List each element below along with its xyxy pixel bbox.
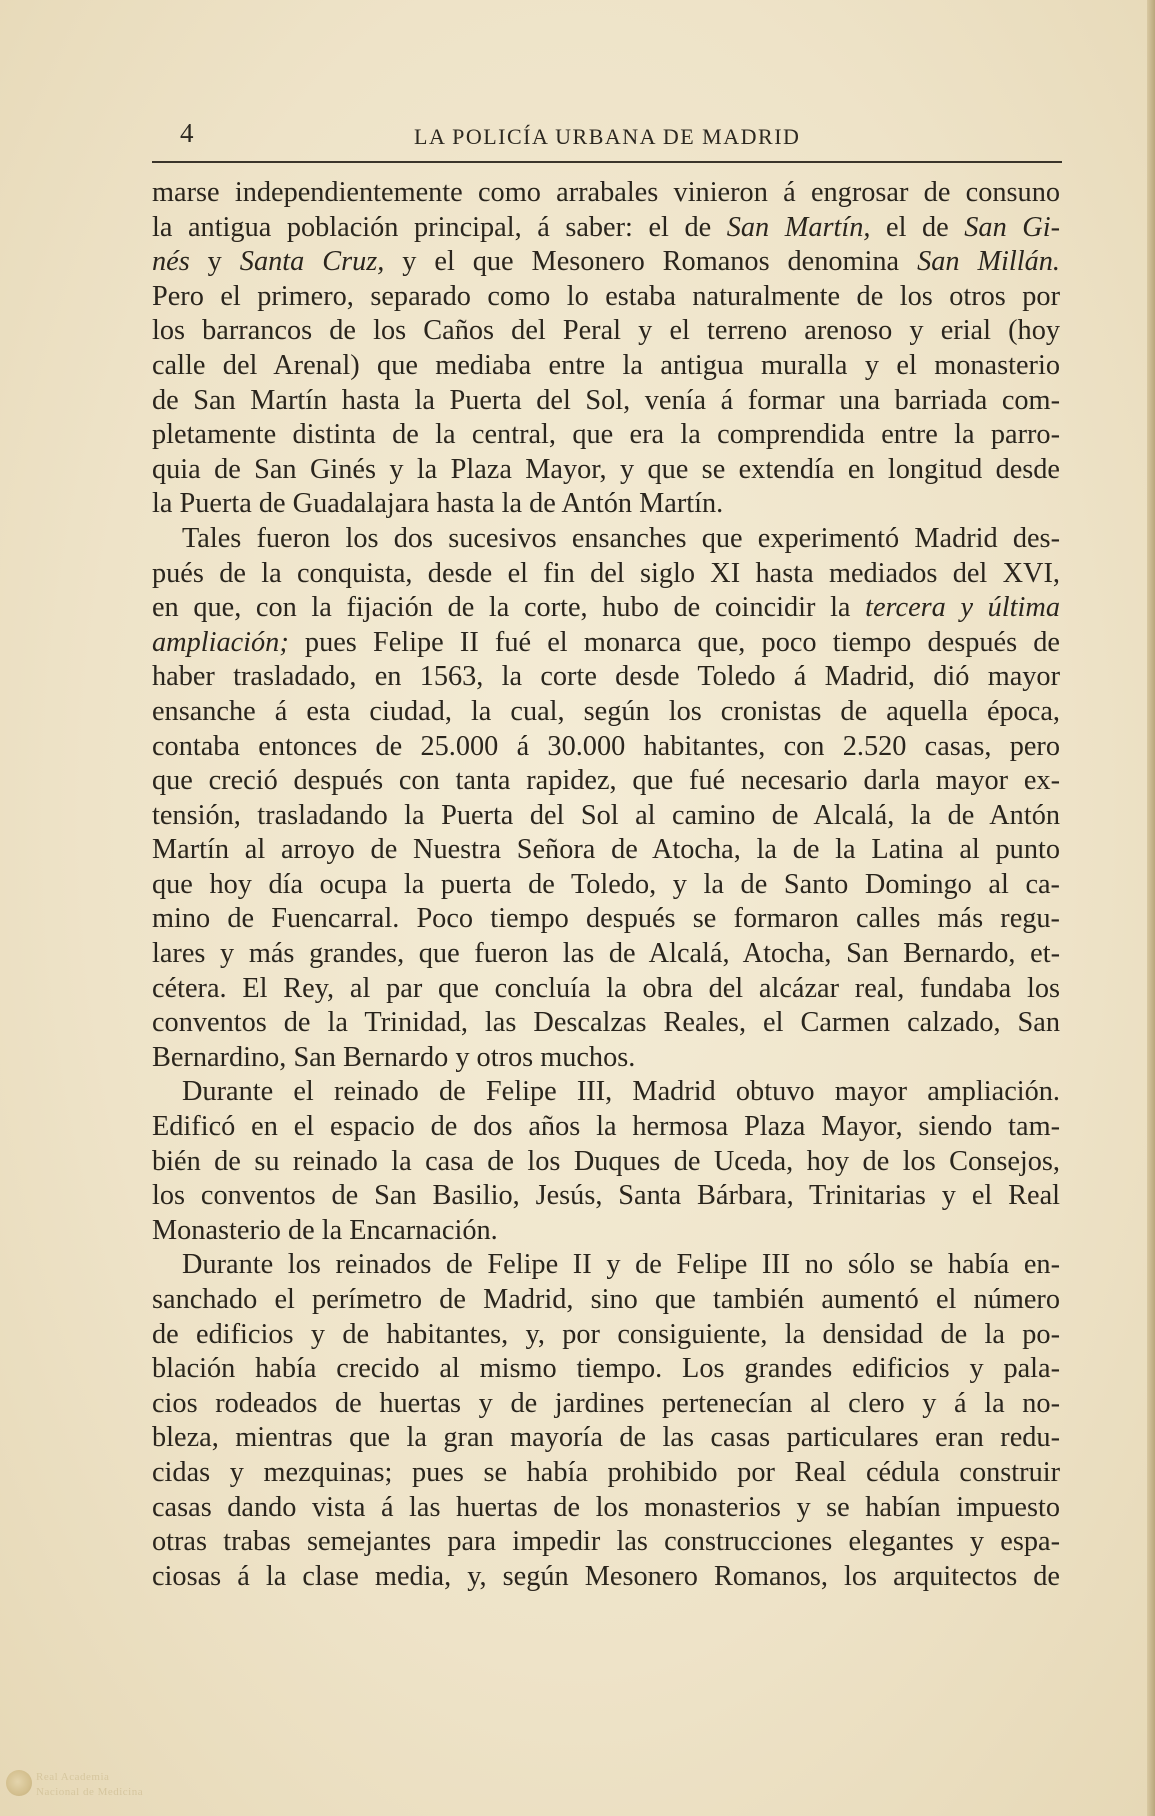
page-number: 4 — [180, 118, 194, 148]
text-line — [152, 1006, 1060, 1041]
text-line — [152, 522, 1060, 557]
text-segment: cétera. El Rey, al par que concluía la obra del alcázar real, fundaba los — [152, 972, 1060, 1004]
text-line — [152, 280, 1060, 315]
text-line — [152, 384, 1060, 419]
text-segment: Martín al arroyo de Nuestra Señora de Atocha, la de la Latina al punto — [152, 834, 1060, 866]
text-segment: Durante el reinado de Felipe III, Madrid obtuvo mayor ampliación. — [182, 1076, 1060, 1108]
text-line — [152, 1110, 1060, 1145]
text-line — [152, 868, 1060, 903]
text-line — [152, 487, 1060, 522]
text-line — [152, 453, 1060, 488]
text-segment: cios rodeados de huertas y de jardines pertenecían al clero y á la no- — [152, 1387, 1060, 1419]
text-segment: calle del Arenal) que mediaba entre la antigua muralla y el monasterio — [152, 349, 1060, 381]
text-segment: contaba entonces de 25.000 á 30.000 habitantes, con 2.520 casas, pero — [152, 730, 1060, 762]
text-line — [152, 211, 1060, 246]
text-segment: los barrancos de los Caños del Peral y el terreno arenoso y erial (hoy — [152, 315, 1060, 347]
text-line — [152, 1456, 1060, 1491]
text-line — [152, 557, 1060, 592]
page-header — [152, 118, 1062, 158]
text-line — [152, 1214, 1060, 1249]
text-line — [152, 902, 1060, 937]
text-segment: de edificios y de habitantes, y, por consiguiente, la densidad de la po- — [152, 1318, 1060, 1350]
text-segment: tensión, trasladando la Puerta del Sol al camino de Alcalá, la de Antón — [152, 799, 1060, 831]
text-line — [152, 1491, 1060, 1526]
text-segment: Bernardino, San Bernardo y otros muchos. — [152, 1041, 636, 1073]
text-line — [152, 626, 1060, 661]
text-segment: pués de la conquista, desde el fin del siglo XI hasta mediados del XVI, — [152, 557, 1060, 589]
italic-segment: Santa Cruz, — [239, 246, 385, 278]
text-segment: Pero el primero, separado como lo estaba naturalmente de los otros por — [152, 280, 1060, 312]
text-segment: lares y más grandes, que fueron las de Alcalá, Atocha, San Bernardo, et- — [152, 938, 1060, 970]
text-segment: que hoy día ocupa la puerta de Toledo, y la de Santo Domingo al ca- — [152, 868, 1060, 900]
text-segment: conventos de la Trinidad, las Descalzas Reales, el Carmen calzado, San — [152, 1007, 1060, 1039]
italic-segment: San Martín, — [726, 211, 871, 243]
text-segment: cidas y mezquinas; pues se había prohibido por Real cédula construir — [152, 1456, 1060, 1488]
header-rule — [152, 161, 1062, 163]
text-segment: otras trabas semejantes para impedir las construcciones elegantes y espa- — [152, 1526, 1060, 1558]
text-segment: la Puerta de Guadalajara hasta la de Antón Martín. — [152, 488, 724, 520]
text-line — [152, 972, 1060, 1007]
text-segment: Edificó en el espacio de dos años la hermosa Plaza Mayor, siendo tam- — [152, 1111, 1060, 1143]
text-segment: quia de San Ginés y la Plaza Mayor, y que se extendía en longitud desde — [152, 453, 1060, 485]
text-segment: los conventos de San Basilio, Jesús, Santa Bárbara, Trinitarias y el Real — [152, 1180, 1060, 1212]
text-line — [152, 695, 1060, 730]
text-segment: bién de su reinado la casa de los Duques de Uceda, hoy de los Consejos, — [152, 1145, 1060, 1177]
text-line — [152, 176, 1060, 211]
text-segment: mino de Fuencarral. Poco tiempo después se formaron calles más regu- — [152, 903, 1060, 935]
text-line — [152, 1041, 1060, 1076]
text-segment: y — [189, 246, 240, 278]
text-line — [152, 418, 1060, 453]
italic-segment: San Millán. — [917, 246, 1061, 278]
text-line — [152, 1283, 1060, 1318]
text-segment: bleza, mientras que la gran mayoría de las casas particulares eran redu- — [152, 1422, 1060, 1454]
text-segment: la antigua población principal, á saber: el de — [152, 211, 727, 243]
text-line — [152, 314, 1060, 349]
text-line — [152, 1179, 1060, 1214]
text-segment: sanchado el perímetro de Madrid, sino que también aumentó el número — [152, 1284, 1060, 1315]
text-segment: Durante los reinados de Felipe II y de Felipe III no sólo se había en- — [182, 1249, 1060, 1281]
text-line — [152, 1145, 1060, 1180]
body-text — [152, 176, 1060, 1594]
text-segment: casas dando vista á las huertas de los monasterios y se habían impuesto — [152, 1491, 1060, 1523]
text-line — [152, 937, 1060, 972]
text-segment: de San Martín hasta la Puerta del Sol, venía á formar una barriada com- — [152, 384, 1060, 416]
text-segment: haber trasladado, en 1563, la corte desde Toledo á Madrid, dió mayor — [152, 661, 1060, 693]
watermark-line: Real Academia — [36, 1771, 110, 1783]
running-head: LA POLICÍA URBANA DE MADRID — [414, 124, 801, 149]
text-line — [152, 1248, 1060, 1283]
text-line — [152, 591, 1060, 626]
text-segment: pletamente distinta de la central, que era la comprendida entre la parro- — [152, 419, 1060, 451]
text-segment: marse independientemente como arrabales vinieron á engrosar de consuno — [152, 177, 1060, 208]
text-line — [152, 1075, 1060, 1110]
text-segment: blación había crecido al mismo tiempo. Los grandes edificios y pala- — [152, 1353, 1060, 1385]
text-line — [152, 764, 1060, 799]
italic-segment: ampliación; — [152, 626, 289, 658]
text-line — [152, 833, 1060, 868]
text-segment: Tales fueron los dos sucesivos ensanches que experimentó Madrid des- — [182, 522, 1060, 554]
text-line — [152, 799, 1060, 834]
text-segment: pues Felipe II fué el monarca que, poco tiempo después de — [288, 626, 1060, 658]
text-segment: Monasterio de la Encarnación. — [152, 1214, 498, 1246]
text-line — [152, 349, 1060, 384]
watermark-line: Nacional de Medicina — [36, 1786, 144, 1798]
text-line — [152, 1318, 1060, 1353]
text-segment: ensanche á esta ciudad, la cual, según los cronistas de aquella época, — [152, 695, 1060, 727]
library-watermark — [36, 1770, 143, 1800]
text-line — [152, 1352, 1060, 1387]
italic-segment: tercera y última — [865, 592, 1060, 624]
italic-segment: San Gi- — [964, 211, 1060, 243]
text-segment: el de — [870, 211, 965, 243]
text-line — [152, 1525, 1060, 1560]
text-segment: que creció después con tanta rapidez, que fué necesario darla mayor ex- — [152, 765, 1060, 797]
text-line — [152, 245, 1060, 280]
text-segment: y el que Mesonero Romanos denomina — [384, 246, 918, 278]
text-line — [152, 1560, 1060, 1595]
text-line — [152, 1421, 1060, 1456]
text-line — [152, 1387, 1060, 1422]
text-segment: en que, con la fijación de la corte, hubo de coincidir la — [152, 592, 866, 624]
italic-segment: nés — [152, 246, 190, 278]
text-line — [152, 660, 1060, 695]
library-seal — [6, 1770, 32, 1796]
page-edge — [1147, 0, 1155, 1816]
text-segment: ciosas á la clase media, y, según Mesonero Romanos, los arquitectos de — [152, 1560, 1060, 1592]
text-line — [152, 730, 1060, 765]
